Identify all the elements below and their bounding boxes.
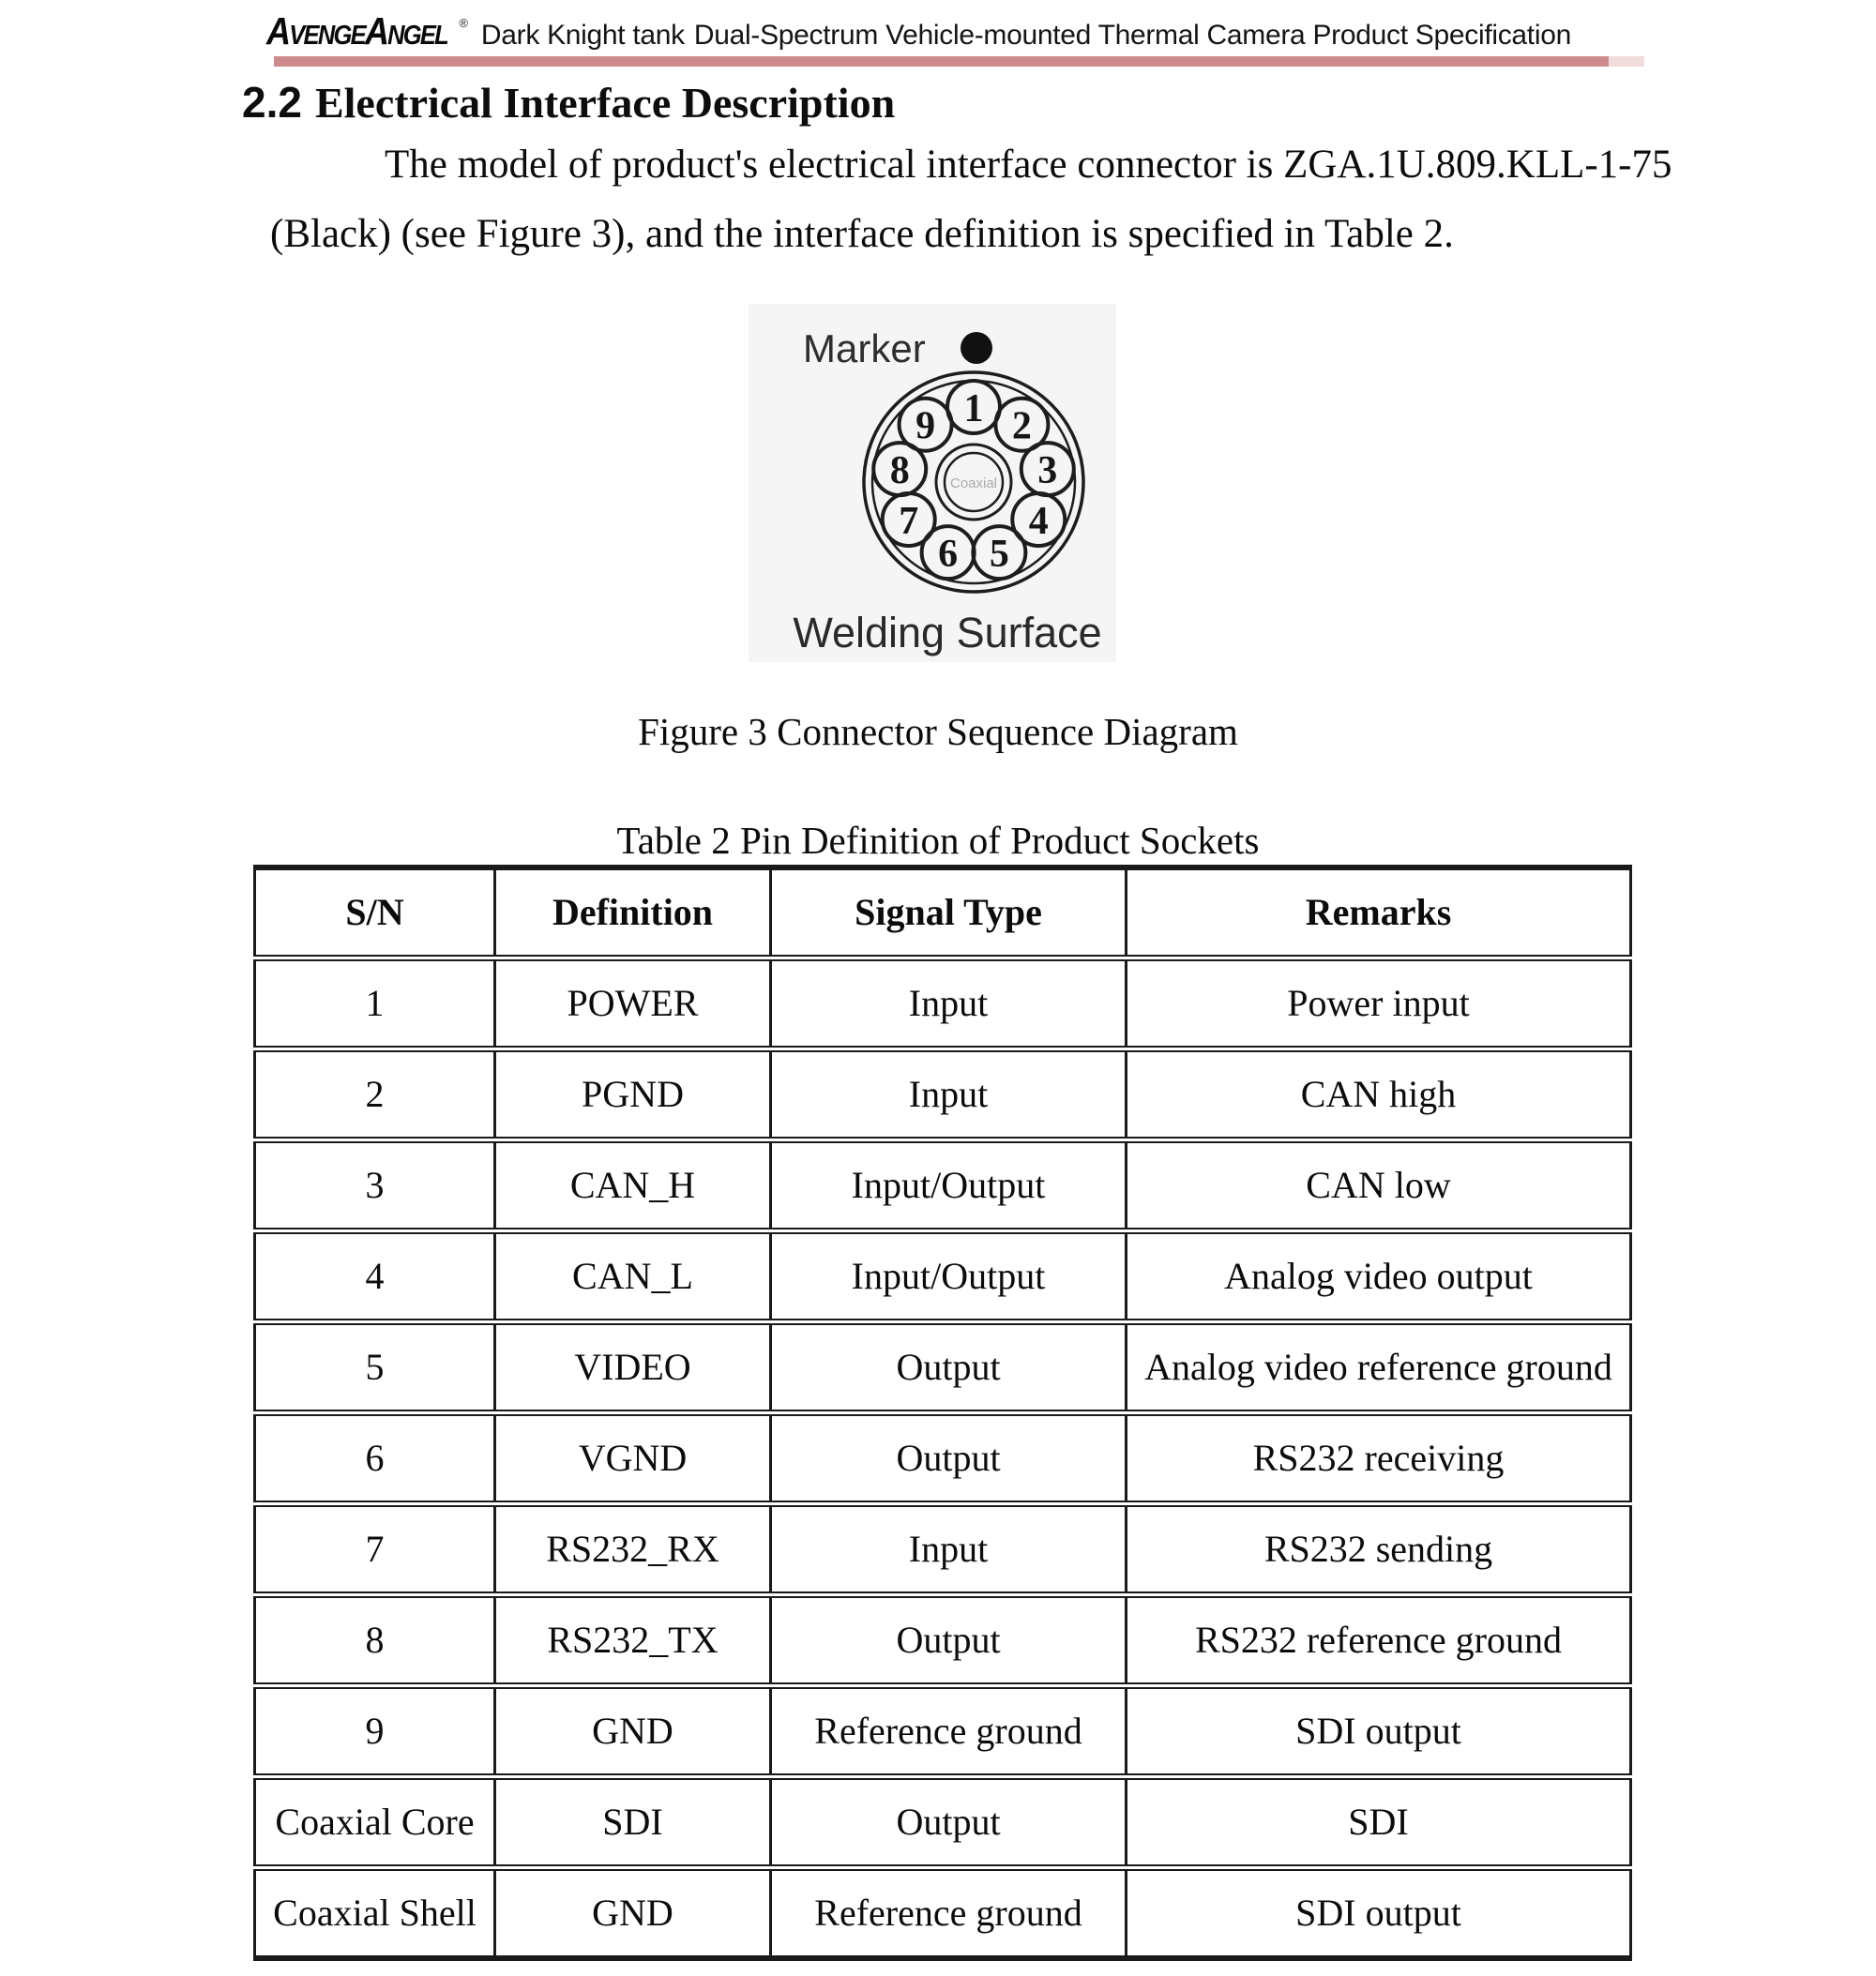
table-cell: Output [771, 1776, 1127, 1867]
table-cell: GND [495, 1685, 771, 1776]
table-cell: 8 [255, 1594, 495, 1685]
table-row [255, 1139, 1631, 1230]
pin-number-3: 3 [1037, 449, 1058, 493]
table-cell: 3 [255, 1139, 495, 1230]
table-cell: Analog video output [1127, 1230, 1631, 1321]
marker-dot [961, 332, 992, 364]
table-cell: RS232 sending [1127, 1503, 1631, 1594]
table-row [255, 1776, 1631, 1867]
figure-caption: Figure 3 Connector Sequence Diagram [638, 710, 1238, 753]
table-cell: Reference ground [771, 1685, 1127, 1776]
table-cell: 9 [255, 1685, 495, 1776]
table-cell: SDI [495, 1776, 771, 1867]
section-heading [242, 77, 895, 128]
table-row [255, 958, 1631, 1048]
table-cell: RS232 reference ground [1127, 1594, 1631, 1685]
table-cell: GND [495, 1867, 771, 1958]
table-cell: 6 [255, 1412, 495, 1503]
table-row [255, 1048, 1631, 1139]
paragraph-line-1: The model of product's electrical interface connector is ZGA.1U.809.KLL-1-75 [385, 143, 1672, 187]
table-cell: RS232 receiving [1127, 1412, 1631, 1503]
pin-number-7: 7 [899, 500, 919, 543]
column-header: Definition [495, 867, 771, 958]
table-title: Table 2 Pin Definition of Product Sockets [616, 819, 1260, 862]
header-underline [274, 56, 1609, 67]
connector-diagram [749, 304, 1116, 662]
table-row [255, 1412, 1631, 1503]
table-cell: VIDEO [495, 1321, 771, 1412]
connector-figure [749, 304, 1116, 662]
table-cell: Output [771, 1412, 1127, 1503]
table-row [255, 1321, 1631, 1412]
table-cell: 2 [255, 1048, 495, 1139]
table-cell: SDI output [1127, 1685, 1631, 1776]
section-number: 2.2 [242, 78, 302, 127]
table-cell: CAN_L [495, 1230, 771, 1321]
table-cell: 4 [255, 1230, 495, 1321]
column-header: Remarks [1127, 867, 1631, 958]
table-row [255, 1594, 1631, 1685]
pin-number-8: 8 [889, 449, 910, 493]
header-title-product: Dark Knight tank [480, 20, 685, 51]
table-cell: Output [771, 1321, 1127, 1412]
marker-label: Marker [803, 326, 926, 370]
table-cell: Coaxial Core [255, 1776, 495, 1867]
table-cell: VGND [495, 1412, 771, 1503]
pin-definition-table [253, 865, 1632, 1961]
table-cell: CAN_H [495, 1139, 771, 1230]
table-cell: CAN high [1127, 1048, 1631, 1139]
header-underline-end [1609, 56, 1644, 67]
column-header: Signal Type [771, 867, 1127, 958]
header-title-spec: Dual-Spectrum Vehicle-mounted Thermal Camera Product Specification [693, 20, 1571, 51]
table-row [255, 1867, 1631, 1958]
document-header [266, 9, 1673, 53]
table-row [255, 1503, 1631, 1594]
table-cell: SDI output [1127, 1867, 1631, 1958]
table-cell: Input [771, 1503, 1127, 1594]
table-cell: POWER [495, 958, 771, 1048]
brand-logo: AvengeAngel [266, 9, 447, 53]
table-row [255, 1685, 1631, 1776]
paragraph-line-2: (Black) (see Figure 3), and the interface definition is specified in Table 2. [270, 212, 1454, 256]
welding-surface-label: Welding Surface [793, 609, 1102, 656]
table-cell: RS232_RX [495, 1503, 771, 1594]
table-cell: RS232_TX [495, 1594, 771, 1685]
table-cell: Output [771, 1594, 1127, 1685]
table-cell: Input [771, 958, 1127, 1048]
column-header: S/N [255, 867, 495, 958]
table-cell: SDI [1127, 1776, 1631, 1867]
table-cell: Input [771, 1048, 1127, 1139]
pin-number-2: 2 [1011, 404, 1032, 448]
table-cell: Analog video reference ground [1127, 1321, 1631, 1412]
table-cell: Input/Output [771, 1139, 1127, 1230]
coaxial-label: Coaxial [949, 475, 998, 491]
table-cell: Coaxial Shell [273, 1892, 477, 1935]
pin-number-1: 1 [963, 387, 984, 430]
table-cell: 5 [255, 1321, 495, 1412]
table-cell: 1 [255, 958, 495, 1048]
table-row [255, 1230, 1631, 1321]
pin-number-9: 9 [915, 404, 936, 448]
trademark-icon: ® [459, 16, 468, 30]
table-cell: PGND [495, 1048, 771, 1139]
table-cell: Reference ground [771, 1867, 1127, 1958]
table-header-row [255, 867, 1631, 958]
table-cell: Power input [1127, 958, 1631, 1048]
table-cell: CAN low [1127, 1139, 1631, 1230]
section-title: Electrical Interface Description [314, 79, 896, 127]
table-cell: Input/Output [771, 1230, 1127, 1321]
table-cell: 7 [255, 1503, 495, 1594]
pin-number-6: 6 [938, 533, 959, 577]
pin-number-5: 5 [989, 533, 1009, 577]
pin-number-4: 4 [1028, 500, 1049, 543]
